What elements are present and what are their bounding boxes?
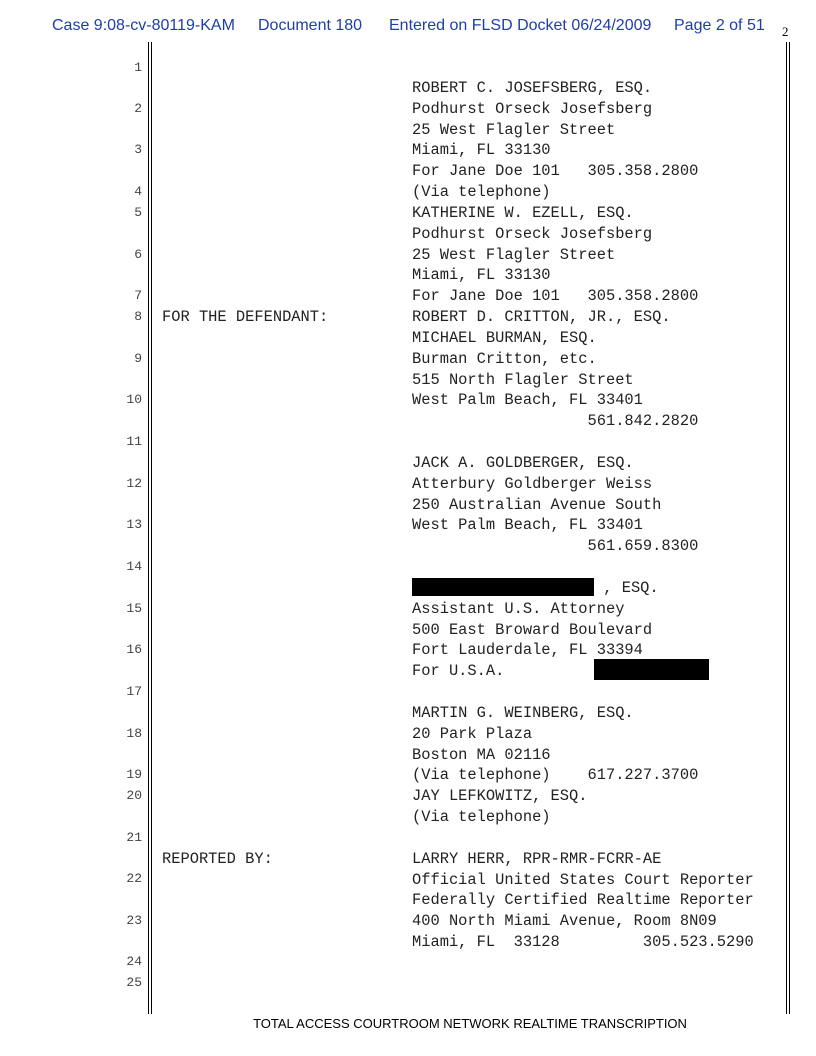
transcript-line: [412, 932, 754, 952]
transcript-line: [412, 849, 661, 869]
line-number: 2: [134, 101, 142, 116]
transcript-line: [412, 245, 615, 265]
transcript-line: [412, 203, 634, 223]
transcript-line: [412, 99, 652, 119]
line-number: 20: [126, 788, 142, 803]
transcript-line-text: MARTIN G. WEINBERG, ESQ.: [412, 703, 634, 722]
transcript-line-text: West Palm Beach, FL 33401: [412, 516, 643, 535]
line-number: 3: [134, 142, 142, 157]
transcript-line: [412, 807, 551, 827]
transcript-line-text: Miami, FL 33130: [412, 141, 551, 160]
transcript-line-text: MICHAEL BURMAN, ESQ.: [412, 328, 597, 347]
redaction-box: [412, 578, 594, 596]
transcript-line-text: 25 West Flagler Street: [412, 120, 616, 139]
docket-entry-date: Entered on FLSD Docket 06/24/2009: [389, 17, 652, 34]
line-number: 16: [126, 642, 142, 657]
transcript-line: [412, 474, 652, 494]
transcript-line-text: Assistant U.S. Attorney: [412, 599, 625, 618]
transcript-line: [412, 390, 643, 410]
transcript-line-text: For Jane Doe 101 305.358.2800: [412, 287, 699, 306]
transcript-line-text: (Via telephone): [412, 808, 551, 827]
transcript-line-text: , ESQ.: [594, 578, 659, 597]
transcript-line: [412, 120, 615, 140]
line-number: 14: [126, 559, 142, 574]
case-number: Case 9:08-cv-80119-KAM: [52, 17, 235, 34]
transcript-line: [412, 411, 698, 431]
page-footer: TOTAL ACCESS COURTROOM NETWORK REALTIME TRANSCRIPTION: [253, 1016, 687, 1031]
transcript-line-text: 20 Park Plaza: [412, 724, 533, 743]
transcript-line-text: Miami, FL 33128 305.523.5290: [412, 933, 754, 952]
transcript-line-text: 250 Australian Avenue South: [412, 495, 662, 514]
line-number: 10: [126, 392, 142, 407]
transcript-line-text: KATHERINE W. EZELL, ESQ.: [412, 203, 634, 222]
transcript-line: [412, 78, 652, 98]
line-number: 5: [134, 205, 142, 220]
transcript-line-text: 500 East Broward Boulevard: [412, 620, 653, 639]
transcript-line-text: Fort Lauderdale, FL 33394: [412, 641, 643, 660]
transcript-line-text: (Via telephone) 617.227.3700: [412, 766, 699, 785]
transcript-line-text: Official United States Court Reporter: [412, 870, 754, 889]
line-number: 22: [126, 871, 142, 886]
transcript-line: [412, 640, 643, 660]
transcript-line: [412, 599, 624, 619]
transcript-line-text: Podhurst Orseck Josefsberg: [412, 224, 653, 243]
transcript-line-text: Podhurst Orseck Josefsberg: [412, 99, 653, 118]
transcript-page-number: 2: [782, 24, 789, 39]
right-margin-rule: [786, 42, 790, 1014]
line-number: 21: [126, 830, 142, 845]
transcript-line: [412, 661, 504, 681]
transcript-line: [412, 515, 643, 535]
transcript-line-text: 561.659.8300: [412, 537, 699, 556]
transcript-line: [412, 453, 634, 473]
transcript-line-text: JAY LEFKOWITZ, ESQ.: [412, 787, 588, 806]
defendant-label: FOR THE DEFENDANT:: [162, 308, 329, 326]
transcript-line: [412, 182, 551, 202]
transcript-line: [412, 890, 754, 910]
line-number: 15: [126, 601, 142, 616]
line-number: 8: [134, 309, 142, 324]
reported-by-label: REPORTED BY:: [162, 850, 273, 868]
line-number: 11: [126, 434, 142, 449]
transcript-line: [412, 265, 551, 285]
redaction-box: [594, 659, 709, 680]
transcript-line: [412, 911, 717, 931]
transcript-line-text: ROBERT C. JOSEFSBERG, ESQ.: [412, 79, 653, 97]
transcript-line-text: ROBERT D. CRITTON, JR., ESQ.: [412, 308, 671, 327]
transcript-line: [412, 307, 671, 327]
transcript-line-text: 400 North Miami Avenue, Room 8N09: [412, 912, 717, 931]
transcript-line: [412, 328, 597, 348]
transcript-line: [412, 620, 652, 640]
transcript-line: [412, 370, 634, 390]
transcript-line: [412, 870, 754, 890]
line-number: 23: [126, 913, 142, 928]
transcript-line: [412, 765, 698, 785]
transcript-line: [412, 724, 532, 744]
transcript-line: [412, 745, 551, 765]
transcript-line-text: Boston MA 02116: [412, 745, 551, 764]
transcript-line: [412, 349, 597, 369]
transcript-line: [412, 161, 698, 181]
transcript-line: [412, 578, 659, 598]
left-margin-rule: [148, 42, 152, 1014]
transcript-line-text: 25 West Flagler Street: [412, 245, 616, 264]
line-number: 6: [134, 247, 142, 262]
line-number: 12: [126, 476, 142, 491]
transcript-line-text: (Via telephone): [412, 183, 551, 202]
page-count: Page 2 of 51: [674, 17, 765, 34]
transcript-line: [412, 140, 551, 160]
document-number: Document 180: [258, 17, 363, 34]
transcript-line: [412, 536, 698, 556]
line-number: 1: [134, 60, 142, 75]
line-number: 9: [134, 351, 142, 366]
transcript-line-text: West Palm Beach, FL 33401: [412, 391, 643, 410]
line-number: 7: [134, 288, 142, 303]
transcript-line-text: Atterbury Goldberger Weiss: [412, 474, 653, 493]
line-number: 18: [126, 726, 142, 741]
line-number: 24: [126, 954, 142, 969]
transcript-line: [412, 703, 634, 723]
transcript-line: [412, 786, 587, 806]
transcript-line: [412, 286, 698, 306]
transcript-line-text: For U.S.A.: [412, 662, 505, 681]
transcript-line-text: 515 North Flagler Street: [412, 370, 634, 389]
transcript-line: [412, 224, 652, 244]
transcript-line-text: For Jane Doe 101 305.358.2800: [412, 162, 699, 181]
transcript-line-text: Miami, FL 33130: [412, 266, 551, 285]
line-number: 17: [126, 684, 142, 699]
line-number: 25: [126, 975, 142, 990]
line-number: 13: [126, 517, 142, 532]
transcript-line-text: JACK A. GOLDBERGER, ESQ.: [412, 453, 634, 472]
transcript-line-text: 561.842.2820: [412, 412, 699, 431]
line-number: 4: [134, 184, 142, 199]
transcript-line-text: LARRY HERR, RPR-RMR-FCRR-AE: [412, 849, 662, 868]
transcript-line: [412, 495, 661, 515]
transcript-line-text: Burman Critton, etc.: [412, 349, 597, 368]
line-number: 19: [126, 767, 142, 782]
transcript-line-text: Federally Certified Realtime Reporter: [412, 891, 754, 910]
